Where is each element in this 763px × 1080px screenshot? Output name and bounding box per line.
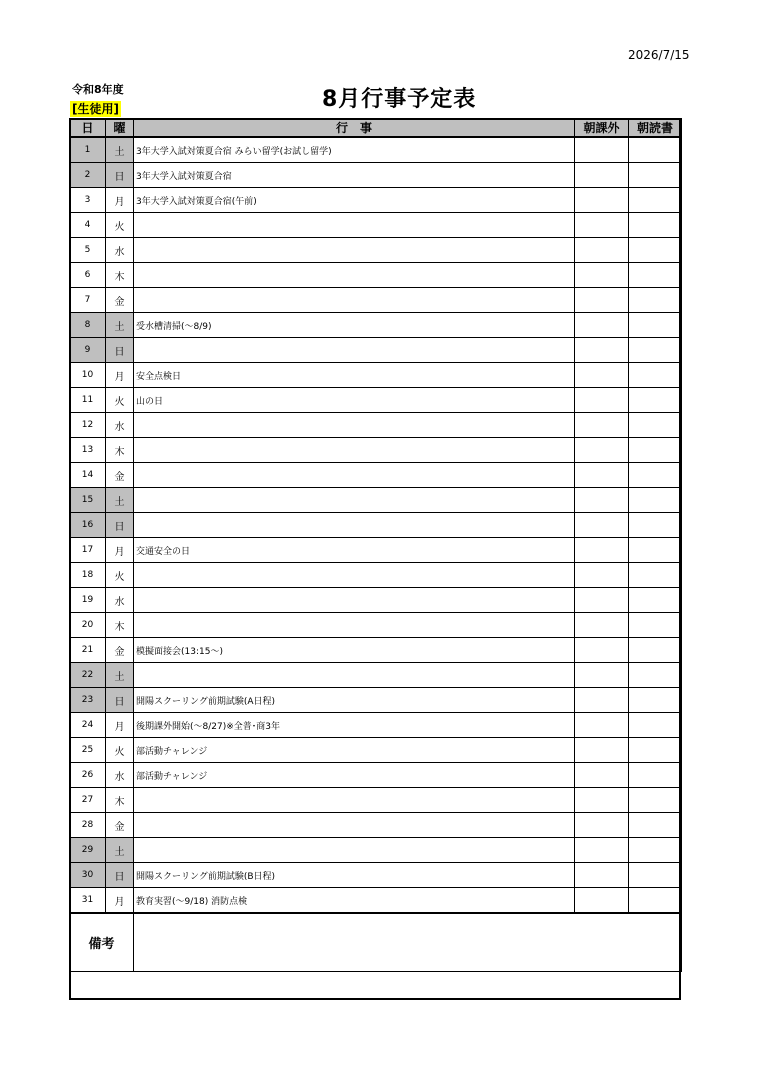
table-row — [70, 538, 682, 563]
morning-reading-cell[interactable] — [629, 338, 682, 363]
morning-extra-cell[interactable] — [575, 363, 629, 388]
morning-extra-cell[interactable] — [575, 863, 629, 888]
event-cell — [134, 463, 575, 488]
event-cell: 安全点検日 — [134, 363, 575, 388]
event-cell: 開陽スクーリング前期試験(A日程) — [134, 688, 575, 713]
morning-reading-cell[interactable] — [629, 238, 682, 263]
weekday-cell: 日 — [106, 338, 134, 363]
morning-reading-cell[interactable] — [629, 413, 682, 438]
morning-reading-cell[interactable] — [629, 438, 682, 463]
event-cell — [134, 263, 575, 288]
weekday-cell: 火 — [106, 388, 134, 413]
morning-extra-cell[interactable] — [575, 188, 629, 213]
event-cell: 3年大学入試対策夏合宿 — [134, 163, 575, 188]
weekday-cell: 金 — [106, 813, 134, 838]
weekday-cell: 土 — [106, 663, 134, 688]
morning-reading-cell[interactable] — [629, 863, 682, 888]
event-cell — [134, 563, 575, 588]
morning-reading-cell[interactable] — [629, 388, 682, 413]
event-cell: 受水槽清掃(～8/9) — [134, 313, 575, 338]
morning-reading-cell[interactable] — [629, 663, 682, 688]
table-row — [70, 438, 682, 463]
day-cell: 30 — [70, 863, 106, 888]
weekday-cell: 月 — [106, 713, 134, 738]
day-cell: 11 — [70, 388, 106, 413]
day-cell: 7 — [70, 288, 106, 313]
weekday-cell: 日 — [106, 863, 134, 888]
morning-reading-cell[interactable] — [629, 813, 682, 838]
weekday-cell: 水 — [106, 413, 134, 438]
table-row — [70, 613, 682, 638]
morning-reading-cell[interactable] — [629, 513, 682, 538]
event-cell: 部活動チャレンジ — [134, 738, 575, 763]
table-row — [70, 288, 682, 313]
morning-reading-cell[interactable] — [629, 763, 682, 788]
morning-extra-cell[interactable] — [575, 563, 629, 588]
morning-extra-cell[interactable] — [575, 438, 629, 463]
morning-reading-cell[interactable] — [629, 638, 682, 663]
weekday-cell: 金 — [106, 288, 134, 313]
day-cell: 28 — [70, 813, 106, 838]
table-row — [70, 638, 682, 663]
morning-extra-cell[interactable] — [575, 238, 629, 263]
morning-reading-cell[interactable] — [629, 588, 682, 613]
event-cell — [134, 813, 575, 838]
table-row — [70, 838, 682, 863]
event-cell — [134, 838, 575, 863]
event-cell — [134, 513, 575, 538]
table-row — [70, 663, 682, 688]
weekday-cell: 月 — [106, 188, 134, 213]
event-cell — [134, 788, 575, 813]
audience-badge: [生徒用] — [72, 102, 119, 116]
print-date: 2026/7/15 — [628, 48, 690, 62]
table-row — [70, 813, 682, 838]
day-cell: 25 — [70, 738, 106, 763]
morning-extra-cell[interactable] — [575, 688, 629, 713]
morning-extra-cell[interactable] — [575, 213, 629, 238]
weekday-cell: 木 — [106, 788, 134, 813]
event-cell — [134, 488, 575, 513]
event-cell — [134, 663, 575, 688]
table-row — [70, 188, 682, 213]
morning-reading-cell[interactable] — [629, 163, 682, 188]
morning-extra-cell[interactable] — [575, 538, 629, 563]
event-cell: 開陽スクーリング前期試験(B日程) — [134, 863, 575, 888]
day-cell: 3 — [70, 188, 106, 213]
table-row — [70, 213, 682, 238]
weekday-cell: 日 — [106, 688, 134, 713]
event-cell: 交通安全の日 — [134, 538, 575, 563]
column-header-morning-extra: 朝課外 — [575, 119, 629, 138]
morning-extra-cell[interactable] — [575, 513, 629, 538]
day-cell: 17 — [70, 538, 106, 563]
morning-extra-cell[interactable] — [575, 713, 629, 738]
remarks-label: 備考 — [70, 913, 134, 972]
table-row — [70, 137, 682, 163]
weekday-cell: 日 — [106, 513, 134, 538]
day-cell: 16 — [70, 513, 106, 538]
day-cell: 23 — [70, 688, 106, 713]
weekday-cell: 日 — [106, 163, 134, 188]
weekday-cell: 金 — [106, 638, 134, 663]
morning-extra-cell[interactable] — [575, 488, 629, 513]
remarks-row — [70, 913, 682, 972]
event-cell: 3年大学入試対策夏合宿(午前) — [134, 188, 575, 213]
morning-reading-cell[interactable] — [629, 688, 682, 713]
morning-reading-cell[interactable] — [629, 538, 682, 563]
fiscal-year-label: 令和8年度 — [72, 83, 124, 96]
table-row — [70, 563, 682, 588]
weekday-cell: 金 — [106, 463, 134, 488]
table-row — [70, 263, 682, 288]
event-cell: 山の日 — [134, 388, 575, 413]
weekday-cell: 火 — [106, 738, 134, 763]
morning-extra-cell[interactable] — [575, 763, 629, 788]
weekday-cell: 土 — [106, 488, 134, 513]
table-row — [70, 488, 682, 513]
day-cell: 26 — [70, 763, 106, 788]
morning-reading-cell[interactable] — [629, 463, 682, 488]
weekday-cell: 火 — [106, 213, 134, 238]
weekday-cell: 月 — [106, 888, 134, 914]
morning-reading-cell[interactable] — [629, 613, 682, 638]
weekday-cell: 土 — [106, 838, 134, 863]
event-cell: 模擬面接会(13:15～) — [134, 638, 575, 663]
day-cell: 24 — [70, 713, 106, 738]
weekday-cell: 水 — [106, 588, 134, 613]
table-row — [70, 863, 682, 888]
event-cell: 3年大学入試対策夏合宿 みらい留学(お試し留学) — [134, 137, 575, 163]
table-row — [70, 788, 682, 813]
morning-extra-cell[interactable] — [575, 388, 629, 413]
morning-reading-cell[interactable] — [629, 888, 682, 914]
weekday-cell: 水 — [106, 763, 134, 788]
morning-reading-cell[interactable] — [629, 137, 682, 163]
day-cell: 8 — [70, 313, 106, 338]
event-cell — [134, 238, 575, 263]
morning-extra-cell[interactable] — [575, 338, 629, 363]
weekday-cell: 月 — [106, 363, 134, 388]
day-cell: 31 — [70, 888, 106, 914]
morning-extra-cell[interactable] — [575, 738, 629, 763]
event-cell — [134, 288, 575, 313]
morning-extra-cell[interactable] — [575, 838, 629, 863]
day-cell: 6 — [70, 263, 106, 288]
day-cell: 13 — [70, 438, 106, 463]
event-cell: 部活動チャレンジ — [134, 763, 575, 788]
schedule-table — [69, 118, 682, 972]
table-row — [70, 763, 682, 788]
page-title: 8月行事予定表 — [322, 87, 477, 112]
table-row — [70, 388, 682, 413]
morning-extra-cell[interactable] — [575, 463, 629, 488]
day-cell: 5 — [70, 238, 106, 263]
event-cell — [134, 588, 575, 613]
table-row — [70, 688, 682, 713]
day-cell: 10 — [70, 363, 106, 388]
morning-extra-cell[interactable] — [575, 313, 629, 338]
day-cell: 2 — [70, 163, 106, 188]
table-row — [70, 163, 682, 188]
table-header-row — [70, 119, 682, 138]
event-cell — [134, 413, 575, 438]
day-cell: 19 — [70, 588, 106, 613]
morning-extra-cell[interactable] — [575, 788, 629, 813]
table-row — [70, 588, 682, 613]
table-row — [70, 238, 682, 263]
morning-reading-cell[interactable] — [629, 838, 682, 863]
morning-extra-cell[interactable] — [575, 663, 629, 688]
day-cell: 21 — [70, 638, 106, 663]
day-cell: 20 — [70, 613, 106, 638]
weekday-cell: 木 — [106, 438, 134, 463]
column-header-day: 日 — [70, 119, 106, 138]
day-cell: 4 — [70, 213, 106, 238]
morning-extra-cell[interactable] — [575, 263, 629, 288]
weekday-cell: 火 — [106, 563, 134, 588]
morning-extra-cell[interactable] — [575, 163, 629, 188]
morning-extra-cell[interactable] — [575, 588, 629, 613]
morning-extra-cell[interactable] — [575, 413, 629, 438]
morning-reading-cell[interactable] — [629, 213, 682, 238]
day-cell: 29 — [70, 838, 106, 863]
table-row — [70, 713, 682, 738]
weekday-cell: 木 — [106, 613, 134, 638]
day-cell: 22 — [70, 663, 106, 688]
morning-extra-cell[interactable] — [575, 888, 629, 914]
weekday-cell: 木 — [106, 263, 134, 288]
schedule-body — [70, 137, 682, 913]
morning-reading-cell[interactable] — [629, 713, 682, 738]
table-row — [70, 463, 682, 488]
event-cell — [134, 438, 575, 463]
day-cell: 14 — [70, 463, 106, 488]
morning-extra-cell[interactable] — [575, 137, 629, 163]
morning-reading-cell[interactable] — [629, 788, 682, 813]
morning-extra-cell[interactable] — [575, 613, 629, 638]
morning-extra-cell[interactable] — [575, 638, 629, 663]
event-cell — [134, 338, 575, 363]
table-row — [70, 888, 682, 914]
morning-extra-cell[interactable] — [575, 813, 629, 838]
table-row — [70, 413, 682, 438]
table-row — [70, 738, 682, 763]
remarks-cell[interactable] — [134, 913, 682, 972]
morning-extra-cell[interactable] — [575, 288, 629, 313]
weekday-cell: 土 — [106, 137, 134, 163]
event-cell — [134, 213, 575, 238]
morning-reading-cell[interactable] — [629, 563, 682, 588]
morning-reading-cell[interactable] — [629, 738, 682, 763]
table-row — [70, 363, 682, 388]
table-row — [70, 338, 682, 363]
day-cell: 18 — [70, 563, 106, 588]
morning-reading-cell[interactable] — [629, 363, 682, 388]
morning-reading-cell[interactable] — [629, 488, 682, 513]
event-cell — [134, 613, 575, 638]
morning-reading-cell[interactable] — [629, 313, 682, 338]
column-header-morning-reading: 朝読書 — [629, 119, 682, 138]
day-cell: 1 — [70, 137, 106, 163]
day-cell: 27 — [70, 788, 106, 813]
day-cell: 15 — [70, 488, 106, 513]
morning-reading-cell[interactable] — [629, 288, 682, 313]
day-cell: 9 — [70, 338, 106, 363]
weekday-cell: 土 — [106, 313, 134, 338]
weekday-cell: 月 — [106, 538, 134, 563]
day-cell: 12 — [70, 413, 106, 438]
table-row — [70, 513, 682, 538]
event-cell: 後期課外開始(～8/27)※全普･商3年 — [134, 713, 575, 738]
table-row — [70, 313, 682, 338]
column-header-event: 行 事 — [134, 119, 575, 138]
weekday-cell: 水 — [106, 238, 134, 263]
event-cell: 教育実習(～9/18) 消防点検 — [134, 888, 575, 914]
morning-reading-cell[interactable] — [629, 188, 682, 213]
column-header-weekday: 曜 — [106, 119, 134, 138]
morning-reading-cell[interactable] — [629, 263, 682, 288]
